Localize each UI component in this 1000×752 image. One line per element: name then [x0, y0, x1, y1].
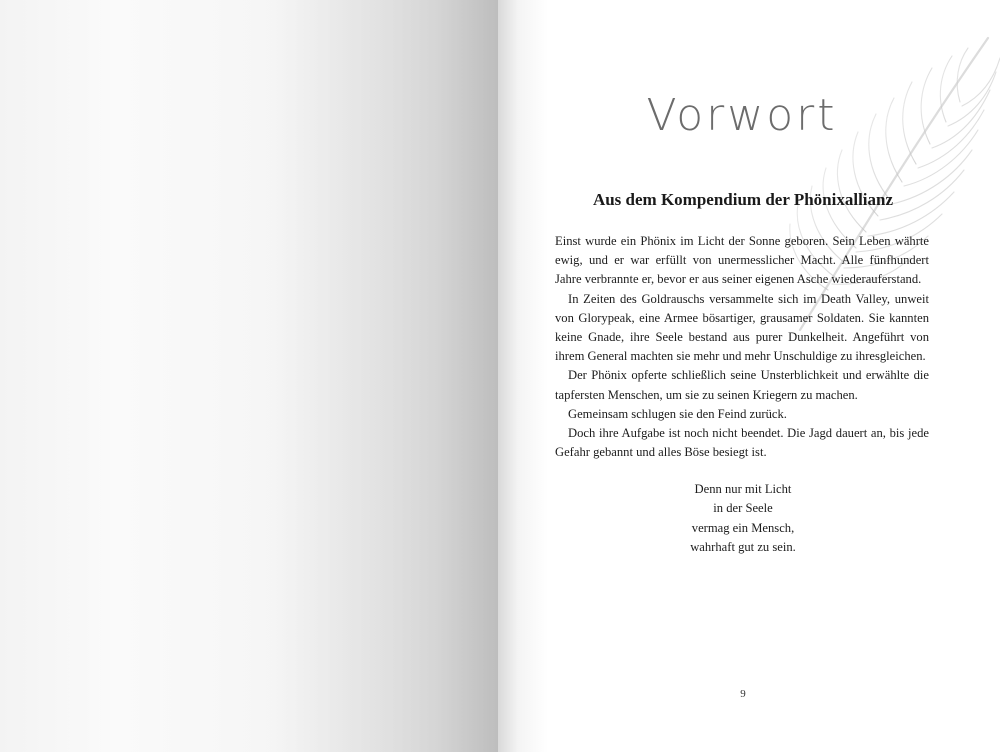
left-page	[0, 0, 498, 752]
verse-line: Denn nur mit Licht	[694, 482, 792, 496]
paragraph: Der Phönix opferte schließlich seine Unsterblichkeit und erwählte die tapfersten Menschen, um sie zu seinen Kriegern zu machen.	[555, 368, 929, 402]
paragraph: In Zeiten des Goldrauschs versammelte sich im Death Valley, unweit von Glorypeak, eine Armee bösartiger, grausamer Soldaten. Sie kannten keine Gnade, ihre Seele bestand aus purer Dunkelheit. Angeführt von ihrem General machten sie mehr und mehr Unschuldige zu ihresgleichen.	[555, 291, 929, 364]
paragraph: Einst wurde ein Phönix im Licht der Sonne geboren. Sein Leben währte ewig, und er war erfüllt von unermesslicher Macht. Alle fünfhundert Jahre verbrannte er, bevor er aus seiner eigenen Asche wiederauferstand.	[555, 234, 929, 287]
chapter-title: Vorwort	[646, 90, 838, 141]
verse-line: vermag ein Mensch,	[691, 520, 795, 535]
verse-line: wahrhaft gut zu sein.	[690, 540, 796, 555]
paragraph: Gemeinsam schlugen sie den Feind zurück.	[568, 406, 787, 421]
right-page	[498, 0, 1000, 752]
paragraph: Doch ihre Aufgabe ist noch nicht beendet. Die Jagd dauert an, bis jede Gefahr gebannt und alles Böse besiegt ist.	[555, 426, 929, 460]
verse-line: in der Seele	[713, 501, 773, 516]
gutter-shadow	[258, 0, 498, 752]
page-number: 9	[740, 688, 746, 700]
body-text	[555, 232, 929, 462]
verse	[498, 480, 988, 558]
chapter-subtitle: Aus dem Kompendium der Phönixallianz	[592, 190, 894, 209]
